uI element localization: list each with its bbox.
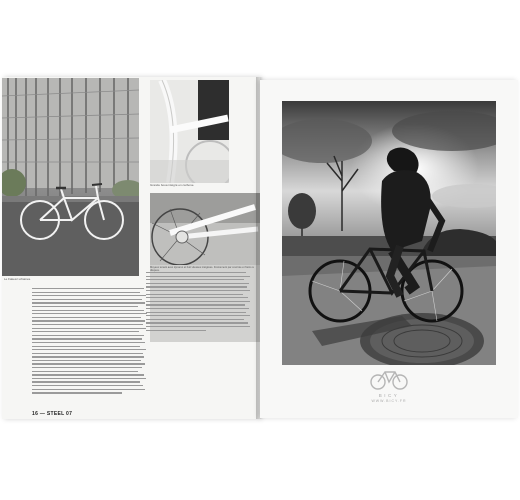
cyclist-photo [282, 101, 496, 365]
frame-detail-photo [150, 80, 229, 183]
brand-name: BICY [378, 393, 400, 398]
main-photo-caption: Le Fakesz urbaines. [4, 277, 32, 281]
hub-detail-caption: Moyeux tenant avec dynamo et huit vitesses intégrées. Freinement par courroie et freins à disques. [150, 266, 254, 273]
body-text-column-left [32, 288, 150, 396]
left-page [2, 77, 260, 419]
bicycle-street-photo [2, 78, 139, 276]
brand-url: WWW.BICY.FR [371, 399, 407, 403]
bicy-logo-icon [369, 367, 409, 391]
body-text-column-right [146, 272, 250, 333]
page-folio: 16 — STEEL 07 [32, 411, 73, 417]
frame-detail-caption: Grande boua intégré en carbone. [150, 183, 195, 187]
right-page [260, 80, 518, 418]
